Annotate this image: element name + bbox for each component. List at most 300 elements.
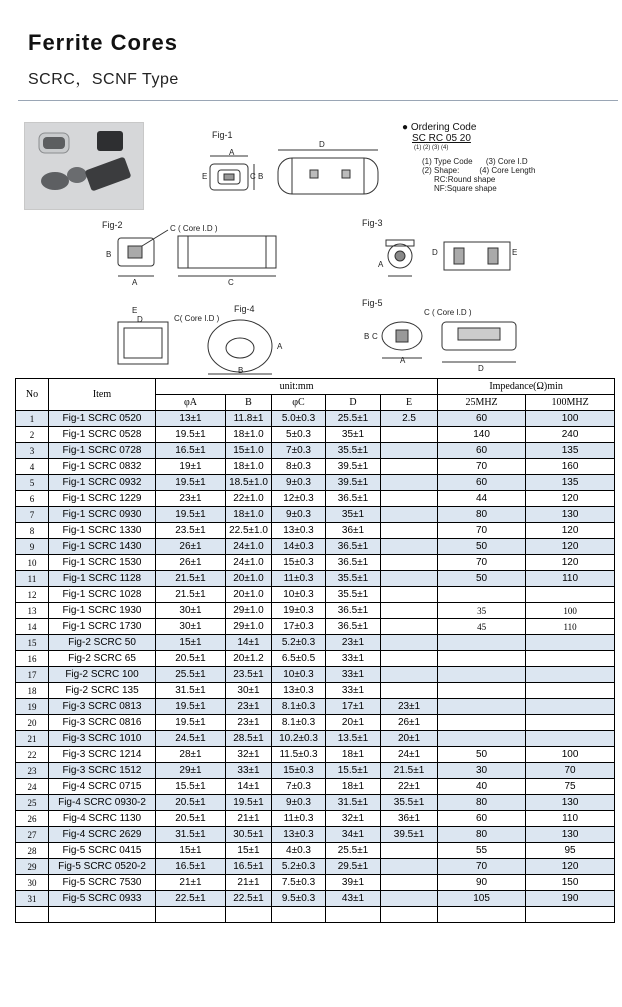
cell-c: 10±0.3: [272, 667, 326, 683]
cell-b: 18±1.0: [226, 459, 272, 475]
header-25mhz: 25MHZ: [438, 395, 526, 411]
cell-item: Fig-1 SCRC 1430: [49, 539, 156, 555]
cell-item: Fig-5 SCRC 7530: [49, 875, 156, 891]
ordering-code-heading: ● Ordering Code: [402, 122, 477, 133]
cell-no: 26: [16, 811, 49, 827]
cell-100mhz: 150: [526, 875, 615, 891]
cell-25mhz: [438, 715, 526, 731]
cell-d: 33±1: [326, 651, 381, 667]
table-row: [16, 779, 615, 795]
table-row: [16, 747, 615, 763]
cell-e: [381, 603, 438, 619]
cell-item: Fig-2 SCRC 100: [49, 667, 156, 683]
cell-25mhz: 50: [438, 539, 526, 555]
cell-a: 30±1: [156, 603, 226, 619]
cell-e: [381, 619, 438, 635]
cell-c: 7±0.3: [272, 779, 326, 795]
cell-100mhz: 190: [526, 891, 615, 907]
cell-b: 21±1: [226, 875, 272, 891]
cell-a: 23.5±1: [156, 523, 226, 539]
table-row: [16, 427, 615, 443]
cell-100mhz: 120: [526, 523, 615, 539]
cell-b: 23±1: [226, 699, 272, 715]
cell-e: 26±1: [381, 715, 438, 731]
table-row: [16, 667, 615, 683]
cell-100mhz: [526, 587, 615, 603]
table-row: [16, 571, 615, 587]
fig4-dim-d: D: [137, 315, 143, 324]
cell-a: 19.5±1: [156, 715, 226, 731]
table-row: [16, 587, 615, 603]
fig3-label: Fig-3: [362, 218, 383, 228]
cell-e: 22±1: [381, 779, 438, 795]
cell-empty: [49, 907, 156, 923]
cell-a: 19±1: [156, 459, 226, 475]
cell-e: 23±1: [381, 699, 438, 715]
cell-d: 20±1: [326, 715, 381, 731]
table-row: [16, 523, 615, 539]
cell-d: 32±1: [326, 811, 381, 827]
table-row: [16, 875, 615, 891]
table-row: [16, 635, 615, 651]
cell-e: [381, 859, 438, 875]
cell-c: 11.5±0.3: [272, 747, 326, 763]
cell-item: Fig-1 SCRC 1930: [49, 603, 156, 619]
fig3-dim-e: E: [512, 248, 518, 257]
cell-a: 25.5±1: [156, 667, 226, 683]
product-photo: [24, 122, 144, 210]
fig3-drawing: [362, 228, 532, 288]
cell-no: 6: [16, 491, 49, 507]
cell-item: Fig-1 SCRC 1330: [49, 523, 156, 539]
ordering-code-line1: (1) Type Code (3) Core I.D: [422, 157, 528, 166]
cell-b: 11.8±1: [226, 411, 272, 427]
cell-item: Fig-3 SCRC 1214: [49, 747, 156, 763]
cell-item: Fig-1 SCRC 0930: [49, 507, 156, 523]
cell-d: 35±1: [326, 427, 381, 443]
cell-a: 19.5±1: [156, 427, 226, 443]
cell-25mhz: [438, 587, 526, 603]
cell-e: [381, 475, 438, 491]
cell-e: [381, 427, 438, 443]
cell-no: 5: [16, 475, 49, 491]
cell-c: 7.5±0.3: [272, 875, 326, 891]
cell-d: 18±1: [326, 779, 381, 795]
cell-25mhz: [438, 699, 526, 715]
cell-no: 24: [16, 779, 49, 795]
cell-no: 22: [16, 747, 49, 763]
fig2-dim-a: A: [132, 278, 138, 287]
header-impedance: Impedance(Ω)min: [438, 379, 615, 395]
cell-no: 2: [16, 427, 49, 443]
fig5-drawing: [360, 310, 530, 372]
cell-a: 21.5±1: [156, 571, 226, 587]
cell-empty: [381, 907, 438, 923]
cell-a: 31.5±1: [156, 827, 226, 843]
cell-100mhz: 135: [526, 475, 615, 491]
cell-c: 8.1±0.3: [272, 715, 326, 731]
cell-25mhz: 105: [438, 891, 526, 907]
spec-table: [15, 378, 615, 923]
cell-d: 36±1: [326, 523, 381, 539]
cell-d: 23±1: [326, 635, 381, 651]
cell-25mhz: [438, 731, 526, 747]
cell-item: Fig-4 SCRC 0930-2: [49, 795, 156, 811]
cell-item: Fig-1 SCRC 0832: [49, 459, 156, 475]
cell-25mhz: [438, 667, 526, 683]
header-item: Item: [49, 379, 156, 411]
table-row: [16, 491, 615, 507]
cell-item: Fig-5 SCRC 0415: [49, 843, 156, 859]
cell-b: 22.5±1: [226, 891, 272, 907]
cell-item: Fig-3 SCRC 0813: [49, 699, 156, 715]
cell-no: 30: [16, 875, 49, 891]
cell-e: 20±1: [381, 731, 438, 747]
table-row: [16, 475, 615, 491]
cell-b: 32±1: [226, 747, 272, 763]
cell-a: 21±1: [156, 875, 226, 891]
header-no: No: [16, 379, 49, 411]
cell-25mhz: 45: [438, 619, 526, 635]
cell-b: 18±1.0: [226, 427, 272, 443]
cell-no: 9: [16, 539, 49, 555]
cell-c: 12±0.3: [272, 491, 326, 507]
cell-100mhz: 100: [526, 411, 615, 427]
cell-item: Fig-2 SCRC 135: [49, 683, 156, 699]
cell-100mhz: 120: [526, 859, 615, 875]
fig3-dim-d: D: [432, 248, 438, 257]
header-100mhz: 100MHZ: [526, 395, 615, 411]
cell-d: 39.5±1: [326, 475, 381, 491]
cell-25mhz: 30: [438, 763, 526, 779]
cell-25mhz: 70: [438, 555, 526, 571]
cell-item: Fig-1 SCRC 0528: [49, 427, 156, 443]
cell-e: [381, 491, 438, 507]
cell-no: 19: [16, 699, 49, 715]
cell-25mhz: 80: [438, 507, 526, 523]
cell-25mhz: 70: [438, 459, 526, 475]
cell-e: [381, 459, 438, 475]
cell-a: 19.5±1: [156, 507, 226, 523]
cell-a: 20.5±1: [156, 811, 226, 827]
cell-item: Fig-1 SCRC 1128: [49, 571, 156, 587]
cell-e: [381, 587, 438, 603]
cell-c: 4±0.3: [272, 843, 326, 859]
cell-100mhz: 130: [526, 795, 615, 811]
cell-a: 13±1: [156, 411, 226, 427]
cell-d: 25.5±1: [326, 411, 381, 427]
cell-c: 5.2±0.3: [272, 859, 326, 875]
header-d: D: [326, 395, 381, 411]
cell-100mhz: [526, 651, 615, 667]
ordering-code-example: SC RC 05 20: [412, 133, 471, 144]
cell-no: 11: [16, 571, 49, 587]
cell-100mhz: 120: [526, 491, 615, 507]
cell-100mhz: 110: [526, 811, 615, 827]
cell-a: 29±1: [156, 763, 226, 779]
cell-25mhz: 40: [438, 779, 526, 795]
cell-100mhz: 240: [526, 427, 615, 443]
header-e: E: [381, 395, 438, 411]
table-row: [16, 459, 615, 475]
cell-no: 7: [16, 507, 49, 523]
header-a: φA: [156, 395, 226, 411]
cell-e: 21.5±1: [381, 763, 438, 779]
ordering-code-index: (1) (2) (3) (4): [414, 145, 449, 151]
cell-a: 28±1: [156, 747, 226, 763]
cell-a: 26±1: [156, 539, 226, 555]
cell-empty: [156, 907, 226, 923]
header-c: φC: [272, 395, 326, 411]
cell-b: 15±1: [226, 843, 272, 859]
cell-e: [381, 507, 438, 523]
cell-no: 25: [16, 795, 49, 811]
cell-d: 13.5±1: [326, 731, 381, 747]
cell-c: 14±0.3: [272, 539, 326, 555]
cell-a: 16.5±1: [156, 859, 226, 875]
cell-a: 16.5±1: [156, 443, 226, 459]
cell-25mhz: 90: [438, 875, 526, 891]
cell-c: 5.2±0.3: [272, 635, 326, 651]
cell-item: Fig-1 SCRC 0932: [49, 475, 156, 491]
cell-c: 7±0.3: [272, 443, 326, 459]
cell-empty: [226, 907, 272, 923]
cell-item: Fig-4 SCRC 0715: [49, 779, 156, 795]
cell-b: 22.5±1.0: [226, 523, 272, 539]
table-row: [16, 891, 615, 907]
cell-e: 36±1: [381, 811, 438, 827]
fig1-dim-c: C: [250, 172, 256, 181]
fig2-dim-b: B: [106, 250, 112, 259]
cell-e: [381, 875, 438, 891]
cell-a: 20.5±1: [156, 651, 226, 667]
cell-item: Fig-1 SCRC 1730: [49, 619, 156, 635]
cell-a: 26±1: [156, 555, 226, 571]
cell-c: 9.5±0.3: [272, 891, 326, 907]
cell-100mhz: 120: [526, 539, 615, 555]
cell-100mhz: [526, 667, 615, 683]
cell-d: 35.5±1: [326, 571, 381, 587]
cell-no: 15: [16, 635, 49, 651]
cell-b: 18.5±1.0: [226, 475, 272, 491]
page-title: Ferrite Cores: [28, 30, 178, 55]
cell-b: 29±1.0: [226, 619, 272, 635]
cell-b: 30±1: [226, 683, 272, 699]
fig1-dim-a: A: [229, 148, 235, 157]
cell-c: 15±0.3: [272, 763, 326, 779]
cell-empty: [438, 907, 526, 923]
cell-25mhz: [438, 635, 526, 651]
cell-100mhz: 75: [526, 779, 615, 795]
cell-d: 35±1: [326, 507, 381, 523]
cell-item: Fig-4 SCRC 1130: [49, 811, 156, 827]
cell-c: 11±0.3: [272, 811, 326, 827]
cell-100mhz: [526, 715, 615, 731]
cell-e: 39.5±1: [381, 827, 438, 843]
cell-no: 16: [16, 651, 49, 667]
cell-100mhz: 110: [526, 571, 615, 587]
ordering-code-block: [402, 122, 535, 193]
cell-c: 9±0.3: [272, 795, 326, 811]
cell-a: 30±1: [156, 619, 226, 635]
cell-no: 23: [16, 763, 49, 779]
cell-item: Fig-1 SCRC 1530: [49, 555, 156, 571]
cell-c: 17±0.3: [272, 619, 326, 635]
cell-c: 15±0.3: [272, 555, 326, 571]
table-row: [16, 539, 615, 555]
cell-b: 22±1.0: [226, 491, 272, 507]
cell-d: 29.5±1: [326, 859, 381, 875]
cell-empty: [326, 907, 381, 923]
table-row-empty: [16, 907, 615, 923]
cell-d: 36.5±1: [326, 491, 381, 507]
cell-25mhz: 50: [438, 571, 526, 587]
table-row: [16, 795, 615, 811]
cell-d: 33±1: [326, 667, 381, 683]
cell-a: 20.5±1: [156, 795, 226, 811]
cell-100mhz: 135: [526, 443, 615, 459]
header-b: B: [226, 395, 272, 411]
fig1-label: Fig-1: [212, 130, 233, 140]
cell-b: 33±1: [226, 763, 272, 779]
cell-no: 1: [16, 411, 49, 427]
cell-item: Fig-5 SCRC 0520-2: [49, 859, 156, 875]
cell-25mhz: 60: [438, 411, 526, 427]
cell-no: 29: [16, 859, 49, 875]
table-row: [16, 843, 615, 859]
cell-no: 20: [16, 715, 49, 731]
cell-no: 27: [16, 827, 49, 843]
cell-empty: [272, 907, 326, 923]
cell-no: 12: [16, 587, 49, 603]
cell-e: 35.5±1: [381, 795, 438, 811]
cell-e: [381, 683, 438, 699]
cell-100mhz: [526, 731, 615, 747]
cell-b: 24±1.0: [226, 539, 272, 555]
cell-d: 18±1: [326, 747, 381, 763]
table-row: [16, 859, 615, 875]
cell-100mhz: 95: [526, 843, 615, 859]
fig5-dim-b: B: [364, 332, 370, 341]
cell-d: 36.5±1: [326, 603, 381, 619]
cell-b: 14±1: [226, 635, 272, 651]
cell-b: 18±1.0: [226, 507, 272, 523]
cell-b: 20±1.0: [226, 587, 272, 603]
fig1-dim-e: E: [202, 172, 208, 181]
cell-25mhz: [438, 651, 526, 667]
cell-item: Fig-1 SCRC 0520: [49, 411, 156, 427]
cell-empty: [16, 907, 49, 923]
cell-d: 35.5±1: [326, 443, 381, 459]
table-row: [16, 763, 615, 779]
cell-b: 19.5±1: [226, 795, 272, 811]
cell-item: Fig-1 SCRC 1028: [49, 587, 156, 603]
cell-100mhz: 130: [526, 507, 615, 523]
fig4-dim-a: A: [277, 342, 283, 351]
cell-empty: [526, 907, 615, 923]
cell-100mhz: 120: [526, 555, 615, 571]
cell-c: 11±0.3: [272, 571, 326, 587]
cell-a: 19.5±1: [156, 699, 226, 715]
fig1-dim-d: D: [319, 140, 325, 149]
cell-25mhz: 60: [438, 475, 526, 491]
cell-a: 21.5±1: [156, 587, 226, 603]
cell-b: 20±1.0: [226, 571, 272, 587]
cell-a: 15±1: [156, 635, 226, 651]
fig2-core-id: C ( Core I.D ): [170, 224, 218, 233]
cell-100mhz: [526, 635, 615, 651]
cell-item: Fig-1 SCRC 1229: [49, 491, 156, 507]
cell-c: 9±0.3: [272, 475, 326, 491]
fig5-label: Fig-5: [362, 298, 383, 308]
cell-a: 15.5±1: [156, 779, 226, 795]
cell-no: 8: [16, 523, 49, 539]
spec-table-body: [16, 411, 615, 923]
cell-b: 20±1.2: [226, 651, 272, 667]
fig4-drawing: [108, 308, 288, 378]
cell-d: 39±1: [326, 875, 381, 891]
cell-item: Fig-2 SCRC 65: [49, 651, 156, 667]
cell-no: 14: [16, 619, 49, 635]
fig5-core-id: C ( Core I.D ): [424, 308, 472, 317]
cell-c: 10.2±0.3: [272, 731, 326, 747]
cell-item: Fig-5 SCRC 0933: [49, 891, 156, 907]
cell-d: 17±1: [326, 699, 381, 715]
cell-e: [381, 635, 438, 651]
cell-a: 22.5±1: [156, 891, 226, 907]
cell-d: 35.5±1: [326, 587, 381, 603]
cell-a: 31.5±1: [156, 683, 226, 699]
cell-b: 29±1.0: [226, 603, 272, 619]
cell-d: 15.5±1: [326, 763, 381, 779]
header-unit: unit:mm: [156, 379, 438, 395]
cell-e: [381, 555, 438, 571]
table-row: [16, 715, 615, 731]
fig5-dim-c: C: [372, 332, 378, 341]
cell-25mhz: 70: [438, 523, 526, 539]
cell-c: 13±0.3: [272, 683, 326, 699]
cell-c: 6.5±0.5: [272, 651, 326, 667]
cell-d: 36.5±1: [326, 619, 381, 635]
cell-no: 31: [16, 891, 49, 907]
fig2-label: Fig-2: [102, 220, 123, 230]
cell-100mhz: 70: [526, 763, 615, 779]
fig4-dim-e: E: [132, 306, 138, 315]
cell-c: 5.0±0.3: [272, 411, 326, 427]
cell-25mhz: 35: [438, 603, 526, 619]
cell-item: Fig-1 SCRC 0728: [49, 443, 156, 459]
cell-e: [381, 651, 438, 667]
table-row: [16, 555, 615, 571]
cell-no: 13: [16, 603, 49, 619]
cell-100mhz: 100: [526, 747, 615, 763]
cell-e: 2.5: [381, 411, 438, 427]
ferrite-cores-image: [25, 123, 143, 209]
cell-100mhz: [526, 683, 615, 699]
cell-item: Fig-3 SCRC 0816: [49, 715, 156, 731]
cell-b: 15±1.0: [226, 443, 272, 459]
cell-c: 5±0.3: [272, 427, 326, 443]
cell-d: 36.5±1: [326, 539, 381, 555]
cell-item: Fig-4 SCRC 2629: [49, 827, 156, 843]
cell-e: [381, 539, 438, 555]
cell-25mhz: 60: [438, 811, 526, 827]
cell-25mhz: 60: [438, 443, 526, 459]
cell-d: 43±1: [326, 891, 381, 907]
cell-d: 36.5±1: [326, 555, 381, 571]
figure-panel: [22, 110, 622, 378]
cell-item: Fig-3 SCRC 1512: [49, 763, 156, 779]
